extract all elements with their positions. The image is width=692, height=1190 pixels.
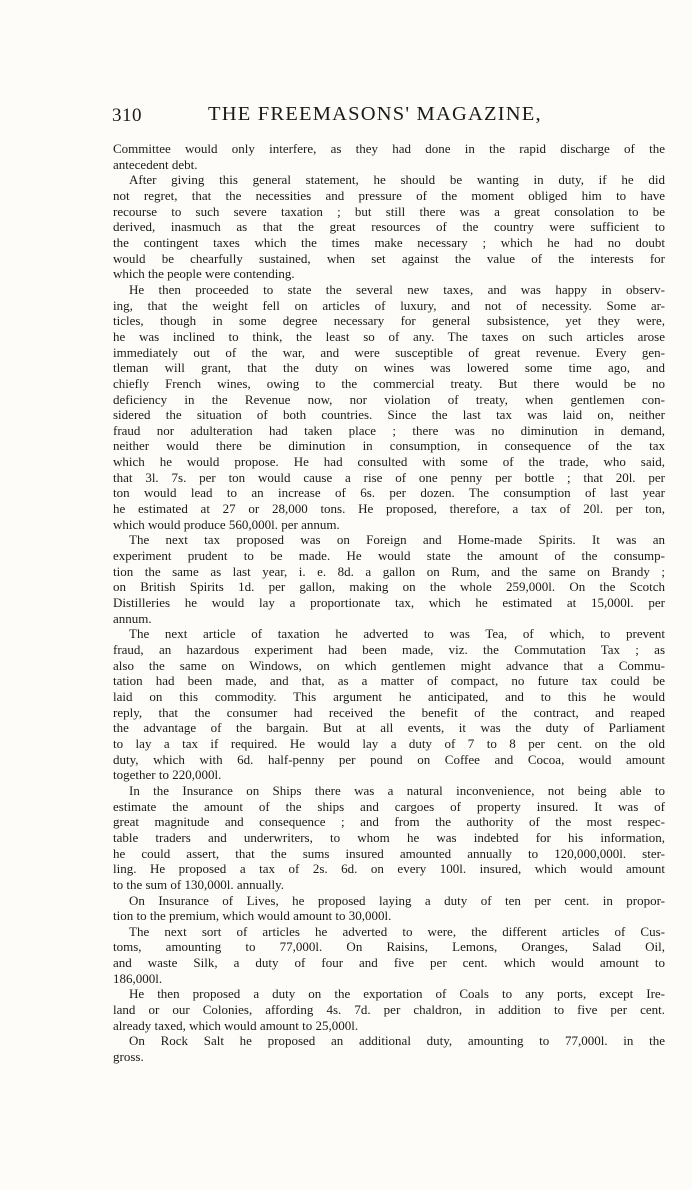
text-line: ton would lead to an increase of 6s. per dozen. The consumption of last year [113,485,665,501]
text-line: neither would there be diminution in consumption, in consequence of the tax [113,438,665,454]
text-line: which the people were contending. [113,266,295,282]
text-line: Committee would only interfere, as they had done in the rapid discharge of the [113,141,665,156]
text-line: In the Insurance on Ships there was a natural inconvenience, not being able to [129,782,665,798]
text-line: tleman will grant, that the duty on wines was lowered some time ago, and [113,360,665,376]
text-line: would be chearfully sustained, when set against the value of the interests for [113,250,665,266]
text-line: The next sort of articles he adverted to were, the different articles of Cus- [129,923,665,939]
page-number: 310 [112,105,142,126]
text-line: to the sum of 130,000l. annually. [113,876,285,892]
text-line: also the same on Windows, on which gentlemen might advance that a Commu- [113,657,665,673]
text-line: 186,000l. [113,970,163,986]
text-line: chiefly French wines, owing to the commercial treaty. But there would be no [113,375,665,391]
text-line: together to 220,000l. [113,767,222,783]
text-line: After giving this general statement, he should be wanting in duty, if he did [129,172,665,188]
text-line: tion to the premium, which would amount to 30,000l. [113,908,392,924]
text-line: derived, inasmuch as that the great resources of the country were sufficient to [113,219,665,235]
text-line: He then proposed a duty on the exportation of Coals to any ports, except Ire- [129,986,665,1002]
text-line: antecedent debt. [113,156,198,172]
text-line: The next tax proposed was on Foreign and Home-made Spirits. It was an [129,532,665,548]
article-body [113,141,665,1065]
page-header [112,103,664,135]
text-line: immediately out of the war, and were susceptible of great revenue. Every gen- [113,344,665,360]
text-line: fraud, an hazardous experiment had been made, viz. the Commutation Tax ; as [113,642,665,657]
text-line: deficiency in the Revenue now, nor violation of treaty, when gentlemen con- [113,391,665,407]
text-line: estimate the amount of the ships and cargoes of property insured. It was of [113,798,665,814]
text-line: duty, which with 6d. half-penny per pound on Coffee and Cocoa, would amount [113,751,665,767]
text-line: already taxed, which would amount to 25,000l. [113,1017,359,1033]
text-line: reply, that the consumer had received the benefit of the contract, and reaped [113,704,665,720]
text-line: He then proceeded to state the several new taxes, and was happy in observ- [129,281,665,297]
text-line: On Rock Salt he proposed an additional duty, amounting to 77,000l. in the [129,1033,665,1049]
text-line: tion the same as last year, i. e. 8d. a gallon on Rum, and the same on Brandy ; [113,563,665,579]
running-title: THE FREEMASONS' MAGAZINE, [208,103,542,125]
text-line: table traders and underwriters, to whom he was indebted for his information, [113,829,665,845]
text-line: laid on this commodity. This argument he anticipated, and to this he would [113,688,665,704]
text-line: not regret, that the necessities and pressure of the moment obliged him to have [113,187,665,203]
text-line: that 3l. 7s. per ton would cause a rise of one penny per bottle ; that 20l. per [113,469,665,485]
text-line: fraud nor adulteration had taken place ; there was no diminution in demand, [113,422,665,438]
text-line: tation had been made, and that, as a matter of compact, no future tax could be [113,673,665,689]
text-line: which he would propose. He had consulted with some of the trade, who said, [113,454,665,470]
text-line: great magnitude and consequence ; and from the authority of the most respec- [113,814,665,830]
text-line: ling. He proposed a tax of 2s. 6d. on every 100l. insured, which would amount [113,861,665,877]
text-line: land or our Colonies, affording 4s. 7d. per chaldron, in addition to five per cent. [113,1002,665,1018]
text-line: he could assert, that the sums insured amounted annually to 120,000,000l. ster- [113,845,665,861]
text-line: on British Spirits 1d. per gallon, making on the whole 259,000l. On the Scotch [113,579,665,595]
text-line: Distilleries he would lay a proportionate tax, which he estimated at 15,000l. per [113,595,665,611]
text-line: recourse to such severe taxation ; but still there was a great consolation to be [113,203,665,219]
text-line: sidered the situation of both countries. Since the last tax was laid on, neither [113,407,665,423]
text-line: he was inclined to think, the least so of any. The taxes on such articles arose [113,328,665,344]
text-line: the contingent taxes which the times make necessary ; which he had no doubt [113,234,665,250]
text-line: The next article of taxation he adverted to was Tea, of which, to prevent [129,626,665,642]
text-line: he estimated at 27 or 28,000 tons. He proposed, therefore, a tax of 20l. per ton, [113,501,665,517]
text-line: toms, amounting to 77,000l. On Raisins, Lemons, Oranges, Salad Oil, [113,939,665,955]
text-line: the advantage of the bargain. But at all events, it was the duty of Parliament [113,720,665,736]
text-line: ticles, though in some degree necessary for general subsistence, yet they were, [113,313,665,329]
text-line: and waste Silk, a duty of four and five per cent. which would amount to [113,955,665,971]
text-line: On Insurance of Lives, he proposed laying a duty of ten per cent. in propor- [129,892,665,908]
text-line: gross. [113,1049,144,1065]
text-line: to lay a tax if required. He would lay a duty of 7 to 8 per cent. on the old [113,735,665,751]
text-line: ing, that the weight fell on articles of luxury, and not of necessity. Some ar- [113,297,665,313]
text-line: experiment prudent to be made. He would state the amount of the consump- [113,548,665,564]
text-line: which would produce 560,000l. per annum. [113,516,340,532]
text-line: annum. [113,610,152,626]
